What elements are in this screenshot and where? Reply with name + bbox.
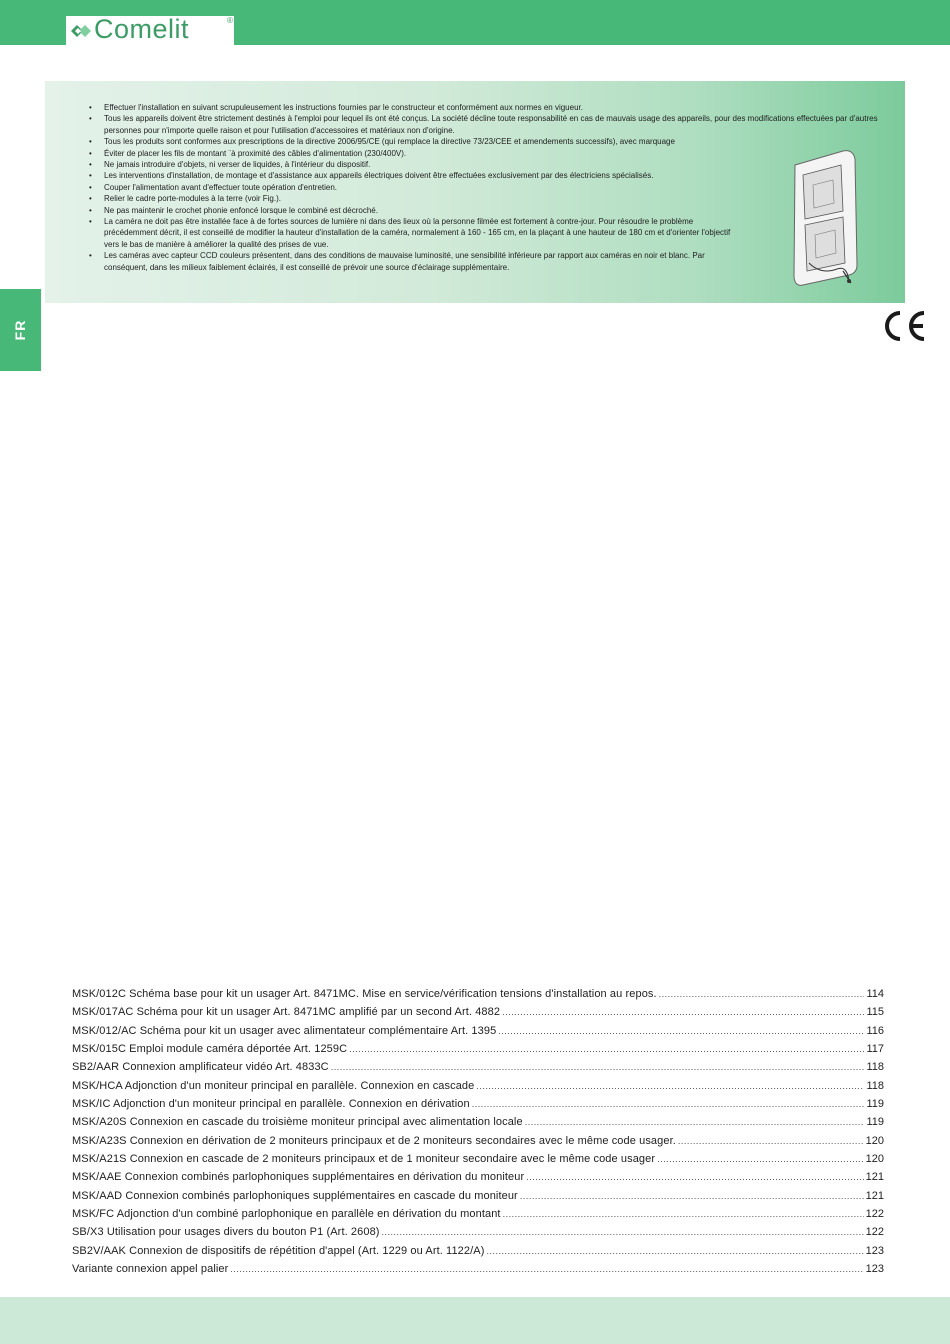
toc-entry-title: MSK/HCA Adjonction d'un moniteur principal en parallèle. Connexion en cascade	[72, 1079, 475, 1092]
toc-entry-page: 121	[865, 1189, 884, 1202]
toc-entry-page: 123	[865, 1244, 884, 1257]
toc-entry[interactable]	[72, 1006, 884, 1024]
warning-item: • Les interventions d'installation, de montage et d'assistance aux appareils électriques doivent être effectuées exclusivement par des électriciens spécialisés.	[45, 170, 741, 181]
language-label: FR	[12, 319, 28, 341]
toc-entry-title: MSK/015C Emploi module caméra déportée Art. 1259C	[72, 1043, 348, 1056]
toc-leader-dots	[678, 1136, 864, 1146]
toc-leader-dots	[498, 1026, 864, 1036]
toc-leader-dots	[503, 1209, 864, 1219]
toc-entry-page: 114	[866, 988, 884, 1000]
toc-entry[interactable]	[72, 1080, 884, 1098]
toc-entry-page: 118	[866, 1061, 884, 1074]
toc-entry[interactable]	[72, 1061, 884, 1079]
toc-entry-title: MSK/017AC Schéma pour kit un usager Art. 8471MC amplifié par un second Art. 4882	[72, 1006, 501, 1019]
toc-leader-dots	[525, 1117, 865, 1127]
warning-item: • Tous les produits sont conformes aux prescriptions de la directive 2006/95/CE (qui remplace la directive 73/23/CEE et amendements successifs), avec marquage	[45, 136, 882, 147]
registered-mark: ®	[227, 16, 233, 25]
warning-item: • Ne jamais introduire d'objets, ni verser de liquides, à l'intérieur du dispositif.	[45, 159, 741, 170]
toc-entry-title: MSK/A21S Connexion en cascade de 2 moniteurs principaux et de 1 moniteur secondaire avec le même code usager	[72, 1153, 656, 1166]
module-frame-grounding-illustration	[791, 147, 861, 292]
warning-item: • Éviter de placer les fils de montant ¨à proximité des câbles d'alimentation (230/400V).	[45, 148, 741, 159]
footer-bar	[0, 1297, 950, 1344]
toc-entry-title: MSK/A23S Connexion en dérivation de 2 moniteurs principaux et de 2 moniteurs secondaires avec le même code usager.	[72, 1134, 676, 1147]
warning-item: • Tous les appareils doivent être strictement destinés à l'emploi pour lequel ils ont été conçus. La société décline toute responsabilité en cas de mauvais usage des appareils, pour des modifications effectuées par d'autres personnes pour n'importe quelle raison et pour l'utilisation d'accessoires et matériaux non d'origine.	[45, 113, 882, 136]
toc-entry[interactable]	[72, 1153, 884, 1171]
toc-entry-title: MSK/IC Adjonction d'un moniteur principal en parallèle. Connexion en dérivation	[72, 1098, 470, 1111]
brand-name: Comelit	[94, 14, 190, 44]
toc-leader-dots	[230, 1264, 863, 1274]
toc-entry-page: 115	[866, 1006, 884, 1019]
toc-entry-page: 123	[865, 1263, 884, 1276]
toc-leader-dots	[520, 1191, 864, 1201]
header-bar	[0, 0, 950, 45]
toc-entry-page: 118	[866, 1079, 884, 1092]
table-of-contents	[72, 988, 884, 1282]
toc-entry-title: MSK/012C Schéma base pour kit un usager Art. 8471MC. Mise en service/vérification tensions d'installation au repos.	[72, 988, 657, 1000]
toc-entry[interactable]	[72, 1025, 884, 1043]
toc-entry-page: 119	[866, 1098, 884, 1111]
warning-item: • Relier le cadre porte-modules à la terre (voir Fig.).	[45, 193, 741, 204]
warning-item: • Les caméras avec capteur CCD couleurs présentent, dans des conditions de mauvaise luminosité, une sensibilité inférieure par rapport aux caméras en noir et blanc. Par conséquent, dans les milieux faiblement éclairés, il est conseillé de prévoir une source d'éclairage supplémentaire.	[45, 250, 741, 273]
safety-warnings-list	[45, 102, 882, 273]
toc-entry-title: MSK/012/AC Schéma pour kit un usager avec alimentateur complémentaire Art. 1395	[72, 1024, 497, 1037]
toc-entry[interactable]	[72, 1171, 884, 1189]
toc-entry[interactable]	[72, 1190, 884, 1208]
toc-entry-page: 121	[865, 1171, 884, 1184]
toc-entry-title: MSK/AAE Connexion combinés parlophoniques supplémentaires en dérivation du moniteur	[72, 1171, 525, 1184]
toc-entry-page: 122	[865, 1226, 884, 1239]
toc-leader-dots	[472, 1099, 865, 1109]
warning-item: • Couper l'alimentation avant d'effectuer toute opération d'entretien.	[45, 182, 741, 193]
toc-leader-dots	[657, 1154, 864, 1164]
toc-entry-title: SB2V/AAK Connexion de dispositifs de répétition d'appel (Art. 1229 ou Art. 1122/A)	[72, 1244, 485, 1257]
toc-entry-title: SB/X3 Utilisation pour usages divers du bouton P1 (Art. 2608)	[72, 1226, 380, 1239]
toc-entry[interactable]	[72, 988, 884, 1006]
toc-entry-page: 120	[865, 1153, 884, 1166]
comelit-logo-mark-icon	[69, 21, 95, 41]
toc-entry[interactable]	[72, 1043, 884, 1061]
brand-logo	[66, 16, 234, 45]
toc-entry-title: MSK/FC Adjonction d'un combiné parlophonique en parallèle en dérivation du montant	[72, 1208, 501, 1221]
toc-entry-title: MSK/AAD Connexion combinés parlophoniques supplémentaires en cascade du moniteur	[72, 1189, 518, 1202]
safety-warnings-panel	[45, 81, 905, 303]
toc-leader-dots	[502, 1007, 864, 1017]
toc-leader-dots	[382, 1227, 864, 1237]
toc-entry[interactable]	[72, 1208, 884, 1226]
toc-entry[interactable]	[72, 1263, 884, 1281]
ce-mark-icon	[880, 308, 930, 344]
toc-entry-title: MSK/A20S Connexion en cascade du troisième moniteur principal avec alimentation locale	[72, 1116, 523, 1129]
toc-entry[interactable]	[72, 1135, 884, 1153]
toc-entry[interactable]	[72, 1116, 884, 1134]
toc-leader-dots	[476, 1081, 864, 1091]
toc-entry-page: 120	[865, 1134, 884, 1147]
toc-entry[interactable]	[72, 1245, 884, 1263]
toc-entry-page: 119	[866, 1116, 884, 1129]
toc-entry-page: 117	[866, 1043, 884, 1056]
toc-entry-title: Variante connexion appel palier	[72, 1263, 229, 1276]
toc-entry-page: 122	[865, 1208, 884, 1221]
toc-entry[interactable]	[72, 1098, 884, 1116]
toc-leader-dots	[331, 1062, 865, 1072]
toc-leader-dots	[659, 989, 865, 999]
toc-leader-dots	[486, 1246, 863, 1256]
warning-item: • Effectuer l'installation en suivant scrupuleusement les instructions fournies par le constructeur et conformément aux normes en vigueur.	[45, 102, 882, 113]
toc-entry[interactable]	[72, 1226, 884, 1244]
toc-entry-title: SB2/AAR Connexion amplificateur vidéo Art. 4833C	[72, 1061, 329, 1074]
warning-item: • La caméra ne doit pas être installée face à de fortes sources de lumière ni dans des lieux où la personne filmée est fortement à contre-jour. Pour résoudre le problème précédemment décrit, il est conseillé de modifier la hauteur d'installation de la caméra, normalement à 160 - 165 cm, en la plaçant à une hauteur de 180 cm et d'orienter l'objectif vers le bas de manière à améliorer la qualité des prises de vue.	[45, 216, 741, 250]
toc-leader-dots	[526, 1172, 863, 1182]
toc-entry-page: 116	[866, 1024, 884, 1037]
toc-leader-dots	[349, 1044, 864, 1054]
warning-item: • Ne pas maintenir le crochet phonie enfoncé lorsque le combiné est décroché.	[45, 205, 741, 216]
